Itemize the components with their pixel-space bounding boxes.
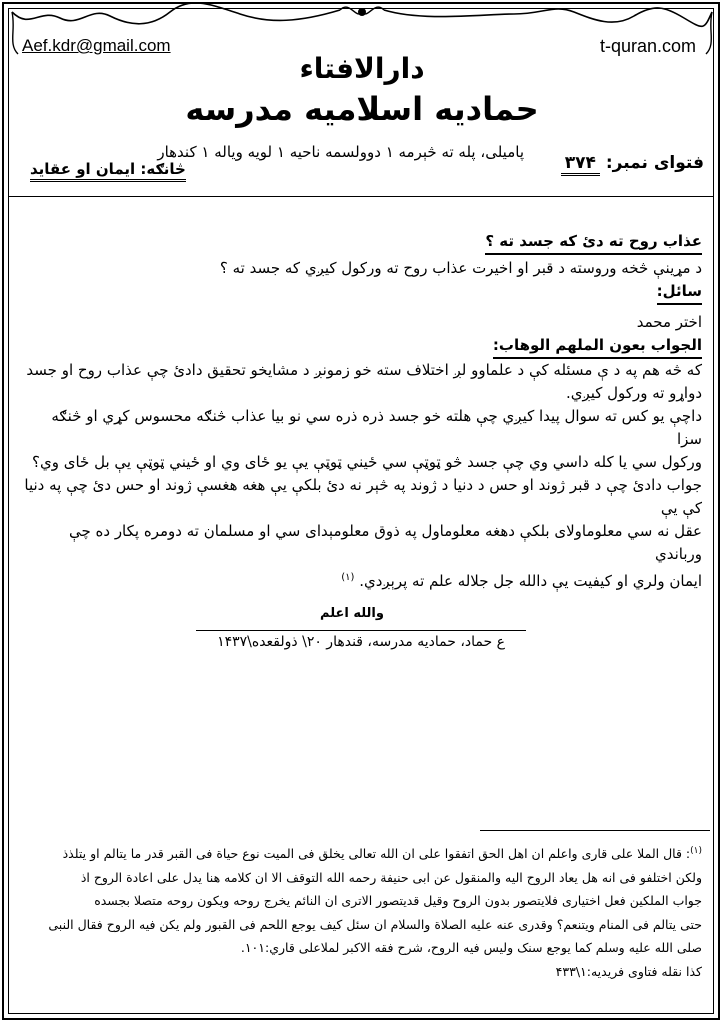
footnote-line: $^{(۱)}$: قال الملا علی قاری واعلم ان اهل الحق اتفقوا علی ان الله تعالی یخلق فی المیت نوع حیاة فی القبر قدر ما یتالم او یتلذذ: [62, 846, 702, 862]
fatwa-number-value: ۳۷۴: [561, 153, 600, 176]
question-title: عذاب روح ته دئ که جسد ته ؟: [22, 230, 702, 255]
footnote-line: کذا نقله فتاوی فریدیه:۱\۴۳۳: [555, 963, 702, 979]
header-title-large: حمادیه اسلامیه مدرسه: [185, 90, 539, 128]
asker-label: سائل:: [22, 280, 702, 305]
section-category: [30, 160, 186, 182]
fatwa-number-label: فتوای نمبر:: [605, 153, 704, 173]
address-line: پامیلی، پله ته څېرمه ۱ دوولسمه ناحیه ۱ لویه ویاله ۱ کندهار: [157, 143, 524, 161]
website-address: t-quran.com: [599, 36, 696, 56]
section-value: ایمان او عقاید: [30, 160, 136, 178]
footnote-line: جواب الملکین فعل اختیاری فلایتصور بدون الروح وقیل قدیتصور الاتری ان النائم یخرج روحه ویکون روحه متصلا بجسده: [94, 893, 702, 909]
answer-line: دواړو ته ورکول کیږي.: [565, 384, 702, 402]
footnote-line: صلی الله علیه وسلم کما یوجع سنک ولیس فیه الروح، شرح فقه الاکبر لملاعلی قاري:۱۰۱.: [240, 940, 702, 956]
question-block: [22, 230, 702, 593]
footnote-ref[interactable]: (۱): [341, 572, 355, 583]
asker-name: اختر محمد: [636, 313, 702, 331]
answer-line: داچې یو کس ته سوال پیدا کیږي چې هلته خو جسد ذره ذره سي نو بیا عذاب څنګه محسوس کړي او څنګه سزا: [51, 407, 702, 448]
answer-line: ورکول سي یا کله داسي وي چې جسد څو ټوټې سي ځیني ټوټې یې یو ځای وي او ځیني ټوټې یې بل ځای وي؟: [32, 453, 702, 471]
footnote-line: حتی یتالم فی المنام ویتنعم؟ وقدری عنه علیه الصلاة والسلام ان سئل کیف یوجع اللحم فی القبور ولم یکن فیه الروح فقال النبی: [48, 916, 702, 932]
footnote-rule: [480, 830, 710, 831]
fatwa-number: [561, 153, 704, 173]
answer-line: ایمان ولري او کیفیت یې دالله جل جلاله علم ته پرېږدي. $^{(۱)}$: [341, 572, 702, 590]
answer-heading: الجواب بعون الملهم الوهاب:: [22, 334, 702, 359]
footnote-line: ولکن اختلفو فی انه هل یعاد الروح الیه والمنقول عن ابی حنیفة رحمه الله التوقف الا ان کلامه هنا یدل علی اعادة الروح اذ: [80, 869, 702, 885]
answer-line: جواب دادئ چې د قبر ژوند او حس د دنیا د ژوند په څېر نه دئ بلکې یې هغه هغسې ژوند او حس دئ چې په دنیا کې یې: [24, 476, 702, 517]
section-label: څانګه:: [140, 160, 186, 178]
email-address[interactable]: Aef.kdr@gmail.com: [22, 36, 171, 55]
footnote-block: [22, 840, 702, 983]
header-divider: [8, 196, 714, 197]
mufti-signature: ع حماد، حمادیه مدرسه، قندهار ۲۰\ ذولقعده\۱۴۳۷: [196, 630, 526, 650]
question-text: د مړینې څخه وروسته د قبر او اخیرت عذاب روح ته ورکول کیږي که جسد ته ؟: [219, 259, 702, 277]
footnote-marker: (۱): [690, 846, 702, 856]
answer-line: عقل نه سي معلوماولای بلکې دهغه معلوماول په ذوق معلومېدای سي او مسلمان ته دومره پکار ده چې ورباندي: [68, 522, 702, 563]
header-title-small: دارالافتاء: [299, 52, 425, 85]
allah-alam: والله اعلم: [320, 606, 384, 621]
answer-line: که څه هم په د ې مسئله کې د علماوو لږ اختلاف سته خو زمونږ د مشایخو تحقیق دادئ چې عذاب روح او جسد: [26, 361, 702, 379]
